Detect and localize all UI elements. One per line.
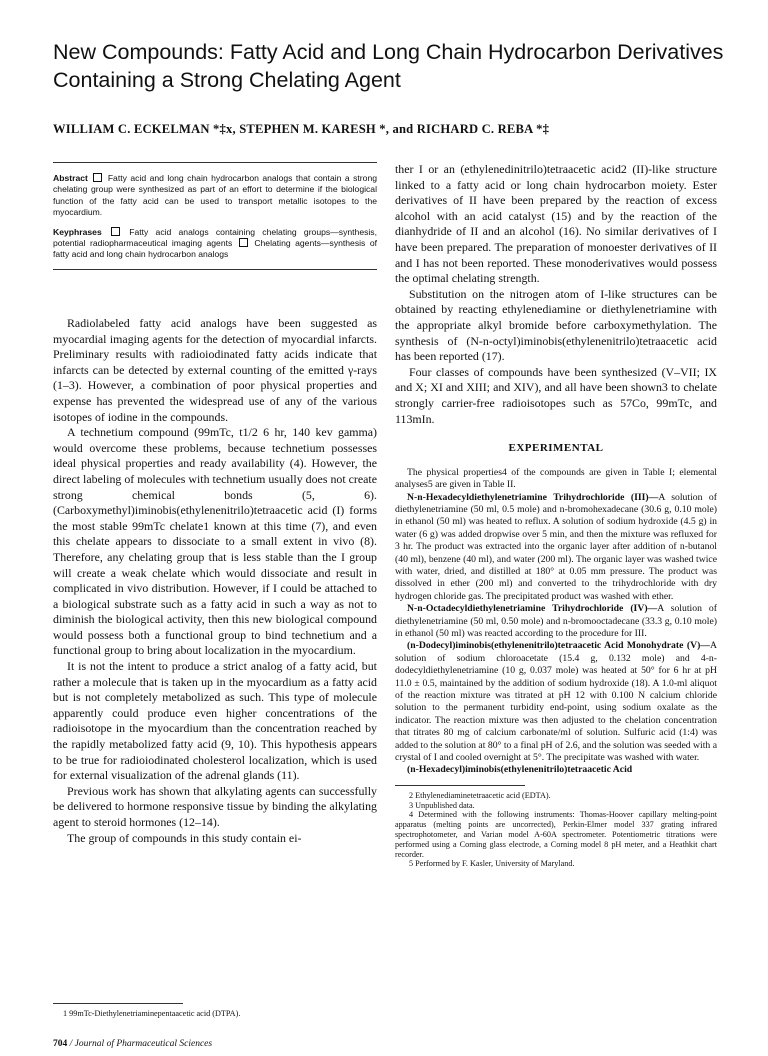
abstract-bottom-rule [53,269,377,270]
footnote-rule [395,785,525,786]
footnote-3: 3 Unpublished data. [409,800,475,810]
left-column [53,316,377,846]
compound-vi-procedure [395,764,717,776]
footnote-rule [53,1003,183,1004]
footnote-1: 1 99mTc-Diethylenetriaminepentaacetic acid (DTPA). [63,1009,241,1018]
keyphrases-label: Keyphrases [53,226,102,237]
body-paragraph: Previous work has shown that alkylating agents can successfully be delivered to hormone responsive tissue by binding the alkylating agent to steroid hormones (12–14). [53,783,377,829]
abstract-text: Fatty acid and long chain hydrocarbon analogs that contain a strong chelating group were synthesized as part of an effort to determine if the biological function of the fatty acid can be used to transport metallic isotopes to the myocardium. [53,173,378,218]
box-bullet-icon [239,238,248,247]
compound-iii-procedure [395,492,717,604]
page-number: 704 [53,1039,68,1049]
article-title: New Compounds: Fatty Acid and Long Chain Hydrocarbon Derivatives Containing a Strong Chelating Agent [53,40,724,92]
abstract-box [53,162,377,270]
compound-v-text: A solution of sodium chloroacetate (15.4 g, 0.132 mole) and 4-n-dodecyldiethylenetriamine (10 g, 0.037 mole) was heated at 50° for 6 hr at pH 11.0 ± 0.5, maintained by the addition of sodium hydroxide (18). A 1.0-ml aliquot of the reaction mixture was titrated at pH 12 with 0.100 N calcium chloride solution to the permanent turbidity end-point, using sodium oxalate as the indicator. The reaction mixture was then adjusted to the chelation concentration that titrates 80 mg of calcium carbonate/ml of solution. Sulfuric acid (1:4) was added to the solution at 80° to a final pH of 2.6, and the solution was seeded with a crystal of I and cooled overnight at 5°. The precipitate was washed with water. [395,640,717,764]
body-paragraph: Substitution on the nitrogen atom of I-like structures can be obtained by reacting ethylenediamine or diethylenetriamine with the appropriate alkyl bromide before carboxymethylation. The synthesis of (N-n-octyl)iminobis(ethylenenitrilo)tetraacetic acid has been reported (17). [395,286,717,364]
compound-iv-heading: N-n-Octadecyldiethylenetriamine Trihydrochloride (IV)— [407,603,658,615]
abstract-label: Abstract [53,173,88,183]
right-column [395,162,717,869]
footnote-2: 2 Ethylenediaminetetraacetic acid (EDTA). [409,790,551,800]
footnote-4: 4 Determined with the following instruments: Thomas-Hoover capillary melting-point apparatus (melting points are uncorrected), Perkin-Elmer model 337 grating infrared spectrophotometer, and Varian model A-60A spectrometer. Potentiometric titrations were performed using a Corning glass electrode, a Corning model 8 pH meter, and a Heathkit chart recorder. [395,810,717,859]
compound-v-procedure [395,640,717,764]
box-bullet-icon [111,227,120,236]
body-paragraph: It is not the intent to produce a strict analog of a fatty acid, but rather a molecule that is taken up in the myocardium as a fatty acid but is not completely metabolized as such. This type of molecule apparently could produce even higher concentrations of the radioisotope in the myocardium than the concentration reached by the rapidly metabolized fatty acid (9, 10). This hypothesis appears to be true for radioiodinated cholesterol localization, which is used for external visualization of the adrenal glands (11). [53,659,377,783]
keyphrases [53,227,377,261]
abstract-top-rule [53,162,377,163]
section-heading-experimental: EXPERIMENTAL [508,442,604,455]
compound-vi-heading: (n-Hexadecyl)iminobis(ethylenenitrilo)tetraacetic Acid [407,764,633,776]
page-footer [53,1039,212,1049]
compound-v-heading: (n-Dodecyl)iminobis(ethylenenitrilo)tetraacetic Acid Monohydrate (V)— [407,640,710,652]
body-paragraph: Radiolabeled fatty acid analogs have been suggested as myocardial imaging agents for the detection of myocardial infarcts. Preliminary results with radioiodinated fatty acids indicate that infarcts can be detected by external counting of the emitted γ-rays (1–3). However, a combination of poor physical properties and expense has prevented the widespread use of any of the various isotopes of iodine in the compounds. [53,316,377,424]
keyphrases-text-1: Fatty acid analogs containing chelating groups—synthesis, potential radiopharmaceutical imaging agents [53,226,377,249]
abstract [53,173,377,219]
box-bullet-icon [93,173,102,182]
compound-iii-text: A solution of diethylenetriamine (50 ml, 0.5 mole) and n-bromohexadecane (30.6 g, 0.10 mole) in ethanol (50 ml) was heated to reflux. A solution of sodium hydroxide (4.5 g) in water (6 g) was added dropwise over 5 min, and then the mixture was refluxed for 3 hr. The product was extracted into the organic layer after addition of n-butanol (40 ml), benzene (40 ml), and water (200 ml). The organic layer was washed twice with water, dried, and distilled at 180° at 0.05 mm pressure. The product was dissolved in ether (200 ml) and converted to the trihydrochloride with dry hydrogen chloride gas. The precipitated product was washed with ether. [395,491,717,602]
body-paragraph: Four classes of compounds have been synthesized (V–VII; IX and X; XI and XIII; and XIV), and all have been shown3 to chelate strongly carrier-free radioisotopes such as 57Co, 99mTc, and 113mIn. [395,364,717,426]
compound-iv-text: A solution of diethylenetriamine (50 ml, 0.50 mole) and n-bromooctadecane (33.3 g, 0.10 mole) in ethanol (50 ml) was reacted according to the procedure for III. [395,603,717,639]
experimental-intro: The physical properties4 of the compounds are given in Table I; elemental analyses5 are given in Table II. [395,466,717,491]
journal-name: / Journal of Pharmaceutical Sciences [69,1039,213,1049]
body-paragraph: The group of compounds in this study contain ei- [67,830,302,845]
compound-iv-procedure [395,603,717,640]
body-paragraph: A technetium compound (99mTc, t1/2 6 hr, 140 kev gamma) would overcome these problems, because technetium possesses ideal physical properties and ready availability (4). However, the direct labeling of molecules with technetium usually does not create strong chemical bonds (5, 6). (Carboxymethyl)iminobis(ethylenenitrilo)tetraacetic acid (I) forms the most stable 99mTc chelate1 known at this time (7), and even this chelate appears to dissociate to a small extent in vivo (8). Therefore, any chelating group that is less stable than the I group will create a weak chelate which would dissociate and result in complicated in vivo distribution. However, if I could be attached to a biological substrate such as a fatty acid in such a way as not to diminish the biological activity, then this new biological compound would possess both a functional group to bind technetium and a functional group to bring about localization in the myocardium. [53,425,377,658]
experimental-section [395,467,717,777]
keyphrases-text-2: Chelating agents—synthesis of fatty acid and long chain hydrocarbon analogs [53,238,378,260]
footnote-5: 5 Performed by F. Kasler, University of Maryland. [409,859,575,869]
body-paragraph: ther I or an (ethylenedinitrilo)tetraacetic acid2 (II)-like structure linked to a fatty acid or long chain hydrocarbon moiety. Ester derivatives of II have been prepared by the reaction of excess alcohol with an acid catalyst (15) and by the reaction of the dianhydride of II and an alcohol (16). No similar derivatives of I have been prepared. The preparation of monoester derivatives of II and I has not been reported. These monoderivatives would possess the optimal chelating strength. [395,162,717,286]
author-list: WILLIAM C. ECKELMAN *‡x, STEPHEN M. KARESH *, and RICHARD C. REBA *‡ [53,122,550,136]
left-footnotes [53,1003,377,1019]
compound-iii-heading: N-n-Hexadecyldiethylenetriamine Trihydrochloride (III)— [407,491,659,503]
